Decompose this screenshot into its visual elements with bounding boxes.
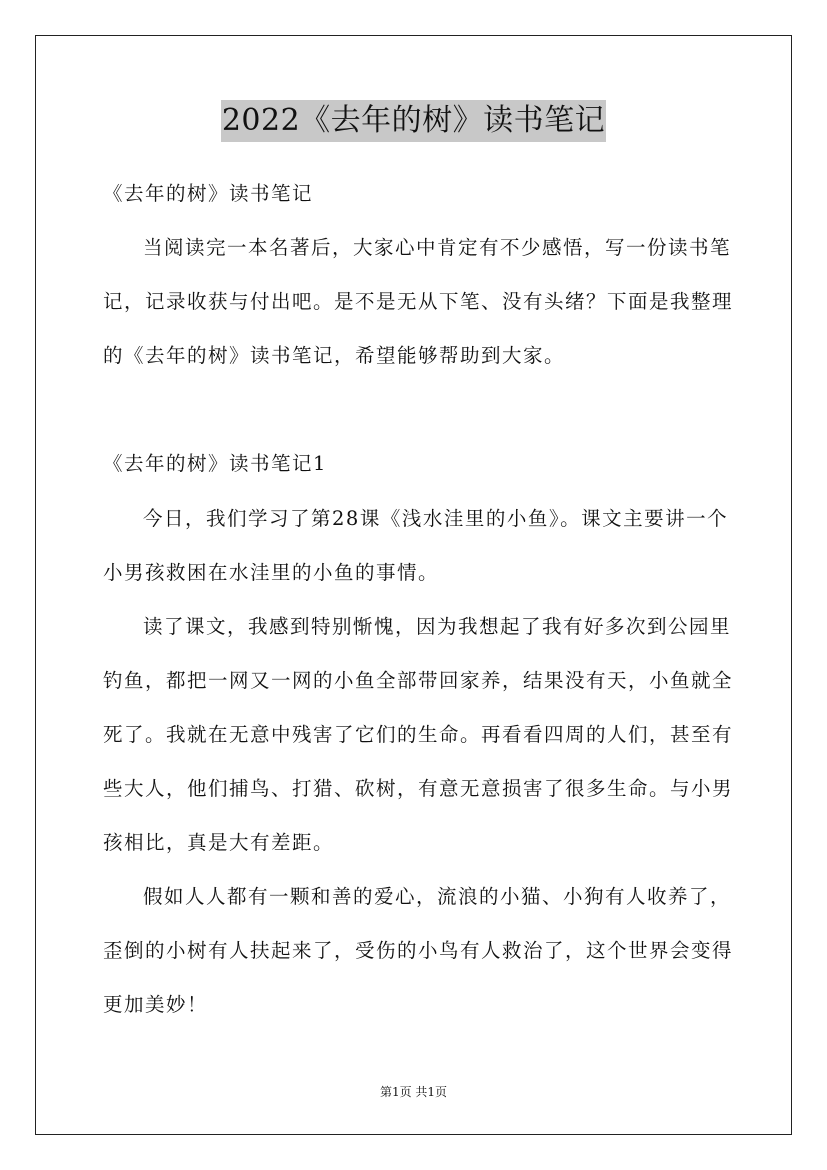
section-heading: 《去年的树》读书笔记1 (103, 452, 327, 475)
intro-paragraph-line: 记，记录收获与付出吧。是不是无从下笔、没有头绪？下面是我整理 (103, 290, 734, 313)
body-paragraph-line: 今日，我们学习了第28课《浅水洼里的小鱼》。课文主要讲一个 (143, 507, 729, 530)
body-paragraph-line: 死了。我就在无意中残害了它们的生命。再看看四周的人们，甚至有 (103, 723, 734, 746)
body-paragraph-line: 更加美妙！ (103, 993, 209, 1016)
intro-paragraph-line: 的《去年的树》读书笔记，希望能够帮助到大家。 (103, 344, 566, 367)
body-paragraph-line: 读了课文，我感到特别惭愧，因为我想起了我有好多次到公园里 (143, 615, 732, 638)
subtitle-heading: 《去年的树》读书笔记 (103, 182, 314, 205)
intro-paragraph-line: 当阅读完一本名著后，大家心中肯定有不少感悟，写一份读书笔 (143, 236, 732, 259)
body-paragraph-line: 假如人人都有一颗和善的爱心，流浪的小猫、小狗有人收养了， (143, 885, 732, 908)
body-paragraph-line: 钓鱼，都把一网又一网的小鱼全部带回家养，结果没有天，小鱼就全 (103, 669, 734, 692)
body-paragraph-line: 孩相比，真是大有差距。 (103, 831, 335, 854)
body-paragraph-line: 些大人，他们捕鸟、打猎、砍树，有意无意损害了很多生命。与小男 (103, 777, 734, 800)
body-paragraph-line: 小男孩救困在水洼里的小鱼的事情。 (103, 561, 440, 584)
document-title: 2022《去年的树》读书笔记 (221, 100, 606, 142)
body-paragraph-line: 歪倒的小树有人扶起来了，受伤的小鸟有人救治了，这个世界会变得 (103, 939, 734, 962)
page-number-footer: 第1页 共1页 (379, 1085, 448, 1099)
title-container (0, 100, 827, 142)
